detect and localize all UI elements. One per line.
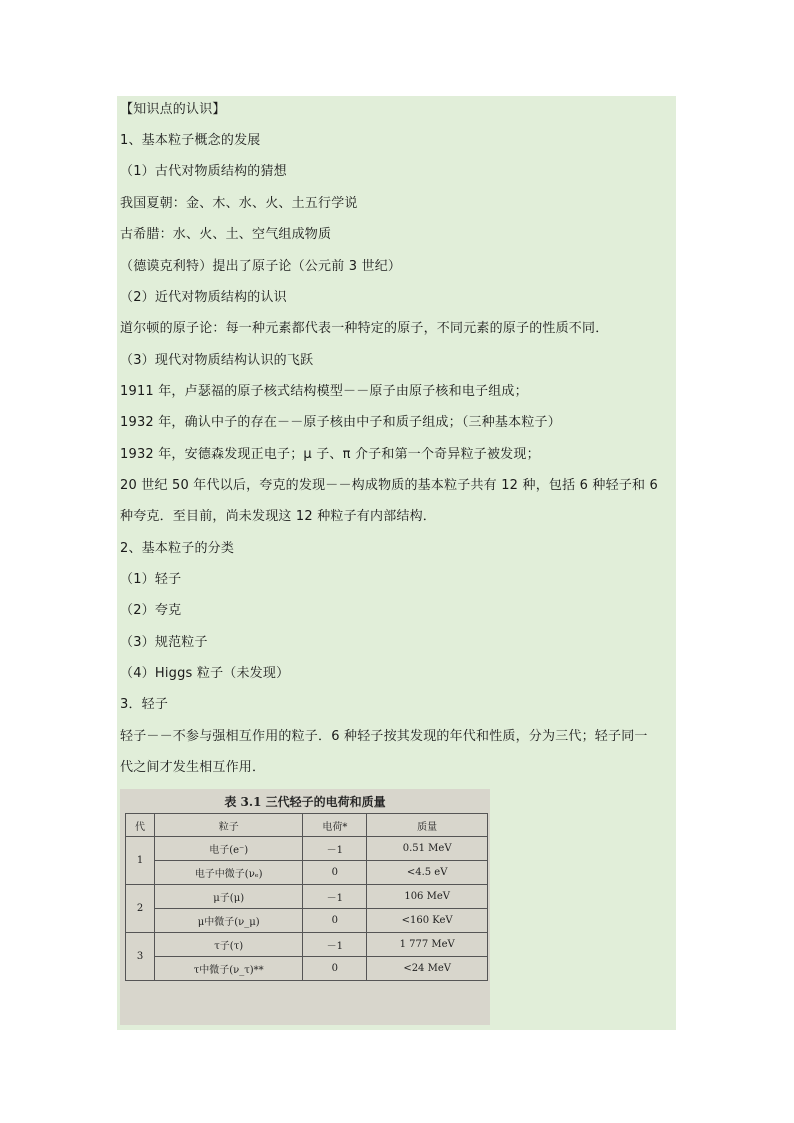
text-line: 古希腊：水、火、土、空气组成物质 [120, 227, 332, 242]
content-panel [117, 96, 676, 1030]
table-row [126, 861, 488, 885]
particle-cell: 电子(e⁻) [155, 837, 303, 861]
text-line: 代之间才发生相互作用． [120, 760, 266, 775]
charge-cell: －1 [303, 885, 367, 909]
particle-cell: 电子中微子(νₑ) [155, 861, 303, 885]
col-header-generation: 代 [126, 814, 155, 837]
text-line: 1932 年，确认中子的存在－－原子核由中子和质子组成；（三种基本粒子） [120, 415, 561, 430]
text-line: （4）Higgs 粒子（未发现） [120, 666, 290, 681]
text-line: 轻子－－不参与强相互作用的粒子．6 种轻子按其发现的年代和性质，分为三代；轻子同一 [120, 729, 648, 744]
mass-cell: 0.51 MeV [367, 837, 488, 861]
generation-cell: 2 [126, 885, 155, 933]
text-line: 1、基本粒子概念的发展 [120, 133, 261, 148]
text-line: （1）轻子 [120, 572, 182, 587]
mass-cell: <24 MeV [367, 957, 488, 981]
text-line: （2）近代对物质结构的认识 [120, 290, 287, 305]
col-header-charge: 电荷* [303, 814, 367, 837]
text-line: （德谟克利特）提出了原子论（公元前 3 世纪） [120, 259, 402, 274]
text-line: 1911 年，卢瑟福的原子核式结构模型－－原子由原子核和电子组成； [120, 384, 528, 399]
text-line: 1932 年，安德森发现正电子；μ 子、π 介子和第一个奇异粒子被发现； [120, 447, 540, 462]
col-header-mass: 质量 [367, 814, 488, 837]
table-title: 表 3.1 三代轻子的电荷和质量 [224, 795, 386, 809]
text-line: 种夸克．至目前，尚未发现这 12 种粒子有内部结构． [120, 509, 437, 524]
table-row [126, 957, 488, 981]
charge-cell: 0 [303, 957, 367, 981]
charge-cell: －1 [303, 933, 367, 957]
text-line: 我国夏朝：金、木、水、火、土五行学说 [120, 196, 358, 211]
particle-cell: μ中微子(ν_μ) [155, 909, 303, 933]
generation-cell: 3 [126, 933, 155, 981]
section-heading: 【知识点的认识】 [120, 102, 226, 117]
mass-cell: <4.5 eV [367, 861, 488, 885]
table-row [126, 909, 488, 933]
table-row [126, 885, 488, 909]
charge-cell: －1 [303, 837, 367, 861]
text-line: （1）古代对物质结构的猜想 [120, 164, 287, 179]
table-row [126, 837, 488, 861]
mass-cell: <160 KeV [367, 909, 488, 933]
table-row [126, 933, 488, 957]
mass-cell: 106 MeV [367, 885, 488, 909]
mass-cell: 1 777 MeV [367, 933, 488, 957]
lepton-table [125, 813, 488, 981]
particle-cell: τ子(τ) [155, 933, 303, 957]
text-line: 道尔顿的原子论：每一种元素都代表一种特定的原子，不同元素的原子的性质不同． [120, 321, 609, 336]
text-line: （3）现代对物质结构认识的飞跃 [120, 353, 314, 368]
text-line: 3．轻子 [120, 697, 169, 712]
col-header-particle: 粒子 [155, 814, 303, 837]
charge-cell: 0 [303, 909, 367, 933]
text-line: 20 世纪 50 年代以后，夸克的发现－－构成物质的基本粒子共有 12 种，包括 6 种轻子和 6 [120, 478, 659, 493]
text-line: （3）规范粒子 [120, 635, 208, 650]
charge-cell: 0 [303, 861, 367, 885]
generation-cell: 1 [126, 837, 155, 885]
particle-cell: μ子(μ) [155, 885, 303, 909]
particle-cell: τ中微子(ν_τ)** [155, 957, 303, 981]
text-line: 2、基本粒子的分类 [120, 541, 235, 556]
lepton-table-image [120, 789, 490, 1025]
text-line: （2）夸克 [120, 603, 182, 618]
table-header-row [126, 814, 488, 837]
